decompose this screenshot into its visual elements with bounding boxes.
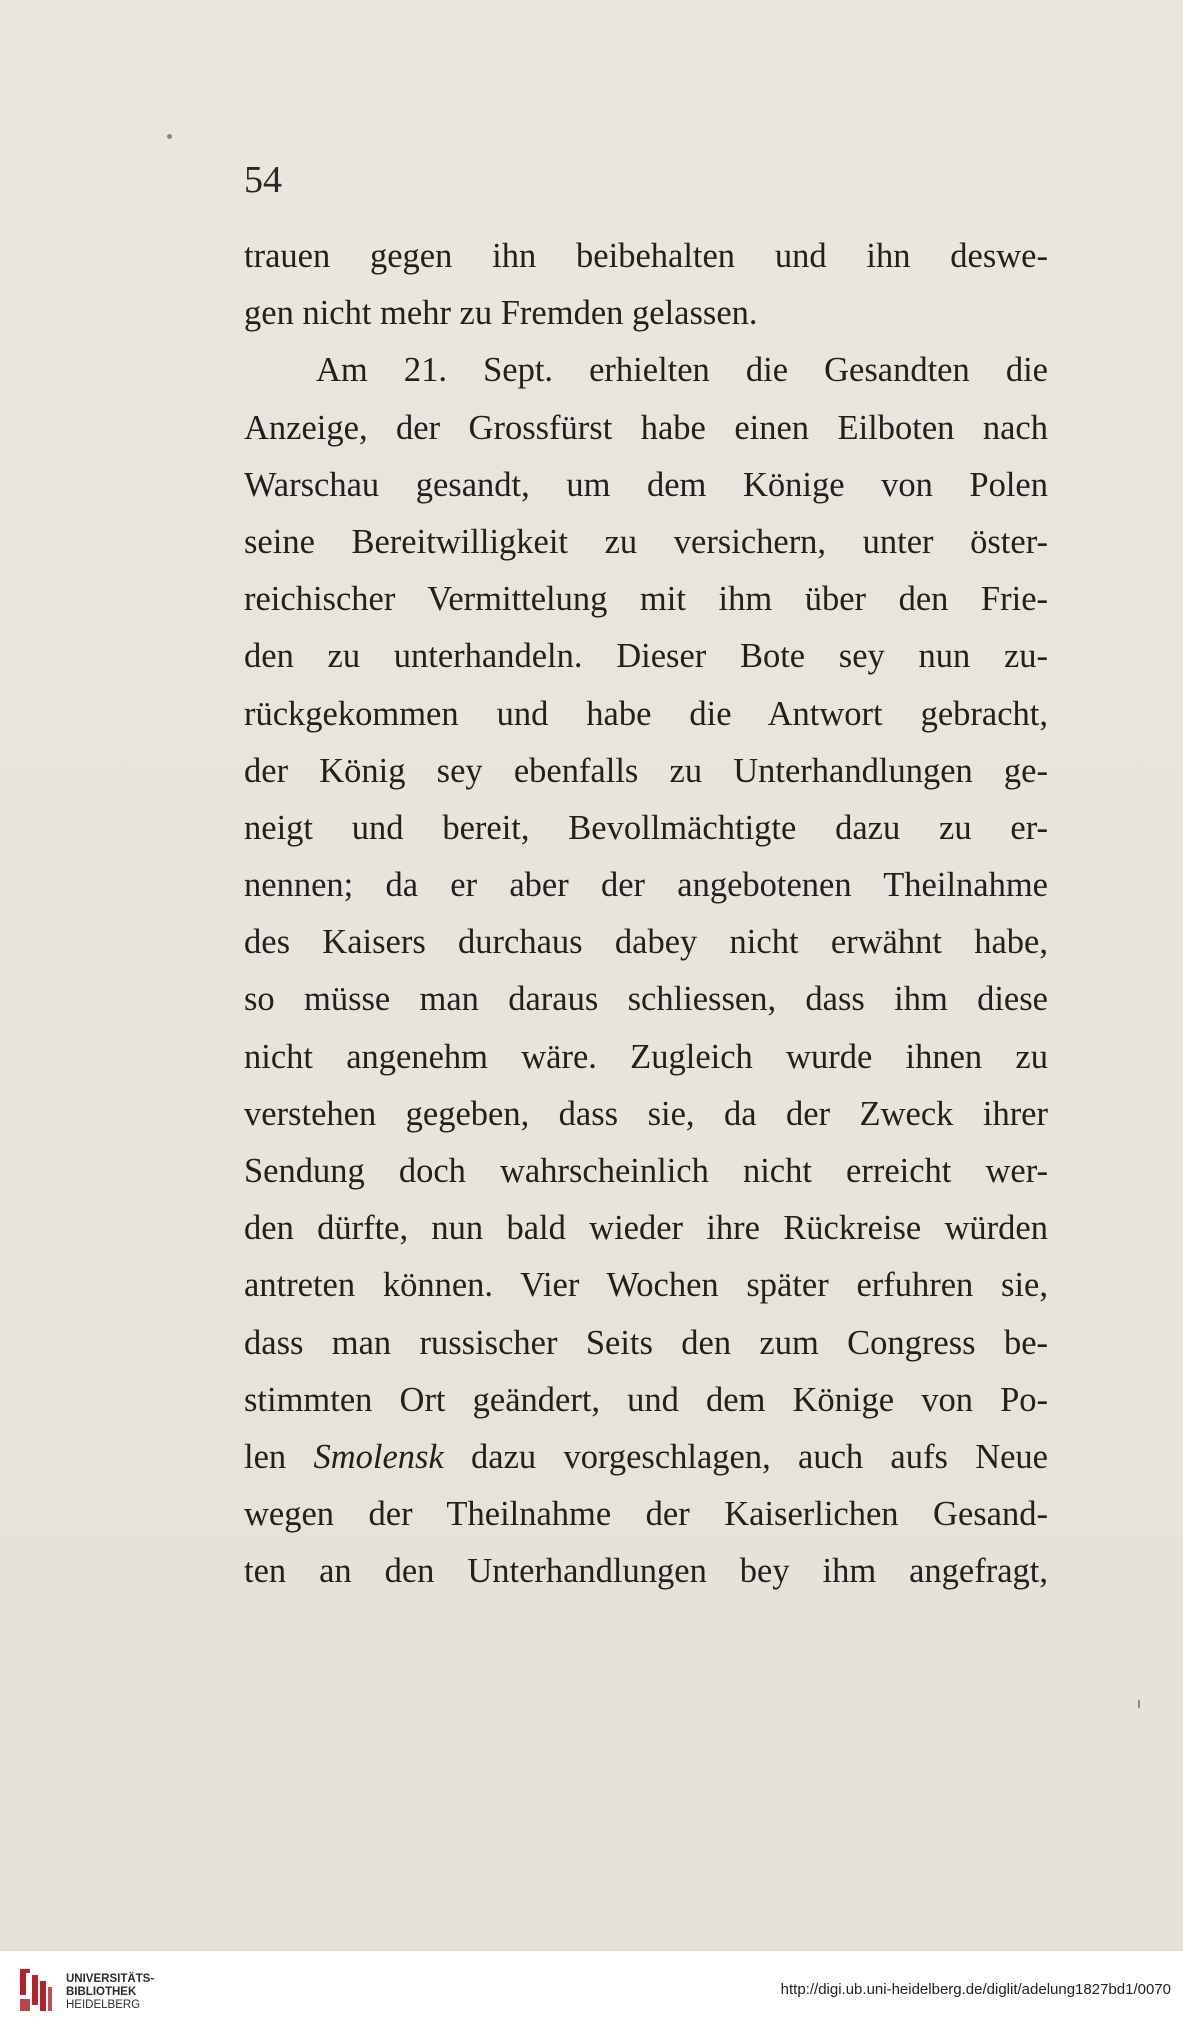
text-line: antreten können. Vier Wochen später erfuhren sie,: [244, 1266, 1048, 1305]
text-line: trauen gegen ihn beibehalten und ihn deswe-: [244, 237, 1048, 275]
text-line: wegen der Theilnahme der Kaiserlichen Gesand-: [244, 1495, 1048, 1534]
footer-bar: [0, 1950, 1183, 2034]
text-line: den dürfte, nun bald wieder ihre Rückreise würden: [244, 1209, 1048, 1248]
text-line: dass man russischer Seits den zum Congress be-: [244, 1323, 1048, 1362]
text-line: den zu unterhandeln. Dieser Bote sey nun zu-: [244, 637, 1048, 676]
text-line: nicht angenehm wäre. Zugleich wurde ihnen zu: [244, 1037, 1048, 1076]
text-line: der König sey ebenfalls zu Unterhandlungen ge-: [244, 751, 1048, 790]
text-line: seine Bereitwilligkeit zu versichern, unter öster-: [244, 522, 1048, 561]
library-name: [66, 1973, 154, 2012]
text-line: nennen; da er aber der angebotenen Theilnahme: [244, 866, 1048, 905]
text-line: gen nicht mehr zu Fremden gelassen.: [244, 294, 758, 333]
source-url-link[interactable]: http://digi.ub.uni-heidelberg.de/diglit/adelung1827bd1/0070: [780, 1981, 1171, 1998]
text-line: Am 21. Sept. erhielten die Gesandten die: [316, 351, 1048, 390]
text-line: Sendung doch wahrscheinlich nicht erreicht wer-: [244, 1152, 1048, 1190]
paper-speck: [1138, 1700, 1140, 1708]
text-line: reichischer Vermittelung mit ihm über den Frie-: [244, 580, 1048, 619]
library-name-line: BIBLIOTHEK: [66, 1986, 137, 1998]
text-line: Anzeige, der Grossfürst habe einen Eilboten nach: [244, 408, 1048, 447]
library-name-line: UNIVERSITÄTS-: [66, 1973, 155, 1985]
paper-speck: [167, 134, 172, 139]
university-library-logo-icon[interactable]: [14, 1965, 54, 2015]
text-line: Warschau gesandt, um dem Könige von Polen: [244, 465, 1048, 504]
text-line: rückgekommen und habe die Antwort gebracht,: [244, 694, 1048, 733]
italic-place-name: Smolensk: [313, 1437, 444, 1476]
text-line: so müsse man daraus schliessen, dass ihm diese: [244, 980, 1048, 1019]
text-line: neigt und bereit, Bevollmächtigte dazu zu er-: [244, 808, 1048, 847]
text-line: stimmten Ort geändert, und dem Könige von Po-: [244, 1380, 1048, 1419]
page-number: 54: [244, 159, 282, 201]
text-line: verstehen gegeben, dass sie, da der Zweck ihrer: [244, 1094, 1048, 1133]
text-line: ten an den Unterhandlungen bey ihm angefragt,: [244, 1552, 1048, 1591]
text-line: len Smolensk dazu vorgeschlagen, auch aufs Neue: [244, 1437, 1048, 1476]
text-line: des Kaisers durchaus dabey nicht erwähnt habe,: [244, 923, 1048, 962]
body-text: [244, 228, 1048, 1601]
library-name-line: HEIDELBERG: [66, 1999, 141, 2011]
